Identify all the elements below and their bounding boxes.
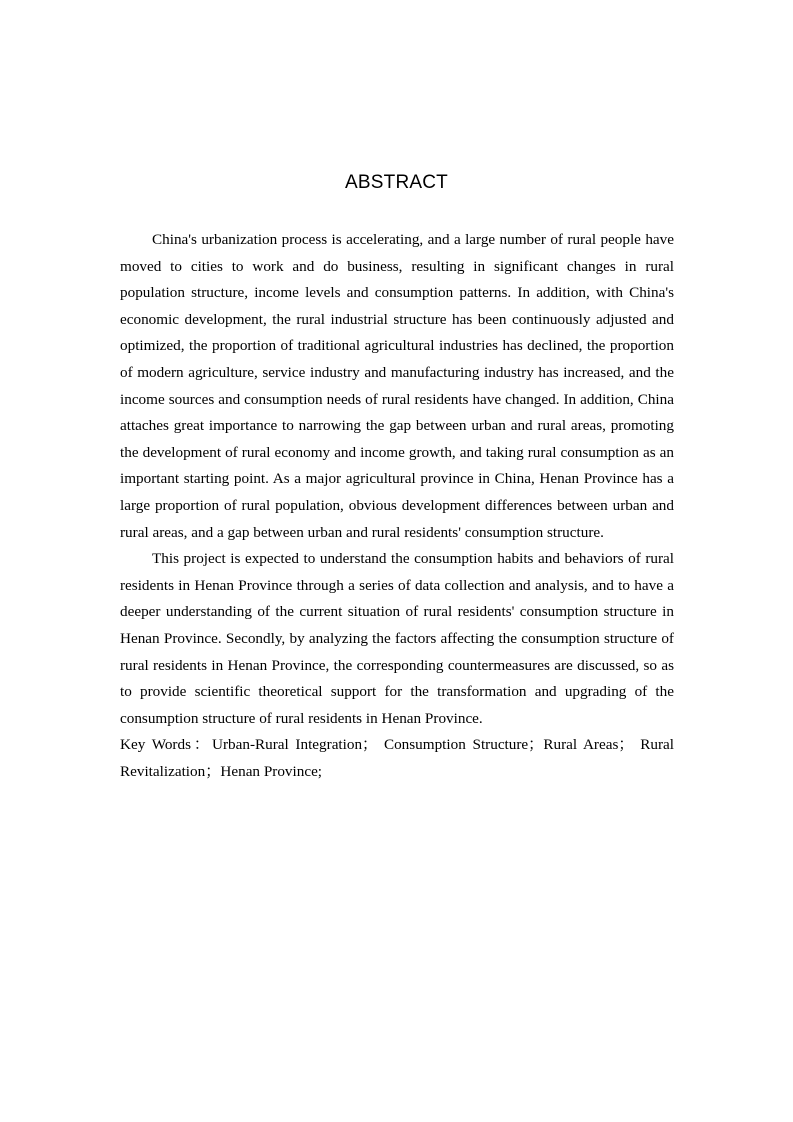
keyword-item: Consumption Structure；: [383, 736, 544, 754]
keyword-item: Henan Province;: [220, 762, 323, 780]
abstract-paragraph-2: This project is expected to understand the consumption habits and behaviors of rural residents in Henan Province through a series of data collection and analysis, and to have a deeper understanding of the current situation of rural residents' consumption structure in Henan Province. Secondly, by analyzing the factors affecting the consumption structure of rural residents in Henan Province, the corresponding countermeasures are discussed, so as to provide scientific theoretical support for the transformation and upgrading of the consumption structure of rural residents in Henan Province.: [120, 550, 674, 727]
abstract-body: [120, 227, 674, 785]
abstract-paragraph-1: China's urbanization process is accelerating, and a large number of rural people have moved to cities to work and do business, resulting in significant changes in rural population structure, income levels and consumption patterns. In addition, with China's economic development, the rural industrial structure has been continuously adjusted and optimized, the proportion of traditional agricultural industries has declined, the proportion of modern agriculture, service industry and manufacturing industry has increased, and the income sources and consumption needs of rural residents have changed. In addition, China attaches great importance to narrowing the gap between urban and rural areas, promoting the development of rural economy and income growth, and taking rural consumption as an important starting point. As a major agricultural province in China, Henan Province has a large proportion of rural population, obvious development differences between urban and rural areas, and a gap between urban and rural residents' consumption structure.: [120, 231, 674, 541]
keywords-line: [120, 732, 674, 785]
keywords-label: Key Words：: [120, 736, 212, 754]
keyword-item: Rural Areas；: [543, 736, 634, 754]
keyword-item: Rural Revitalization；: [120, 736, 675, 780]
abstract-title: ABSTRACT: [345, 172, 448, 193]
keyword-item: Urban-Rural Integration；: [211, 736, 378, 754]
